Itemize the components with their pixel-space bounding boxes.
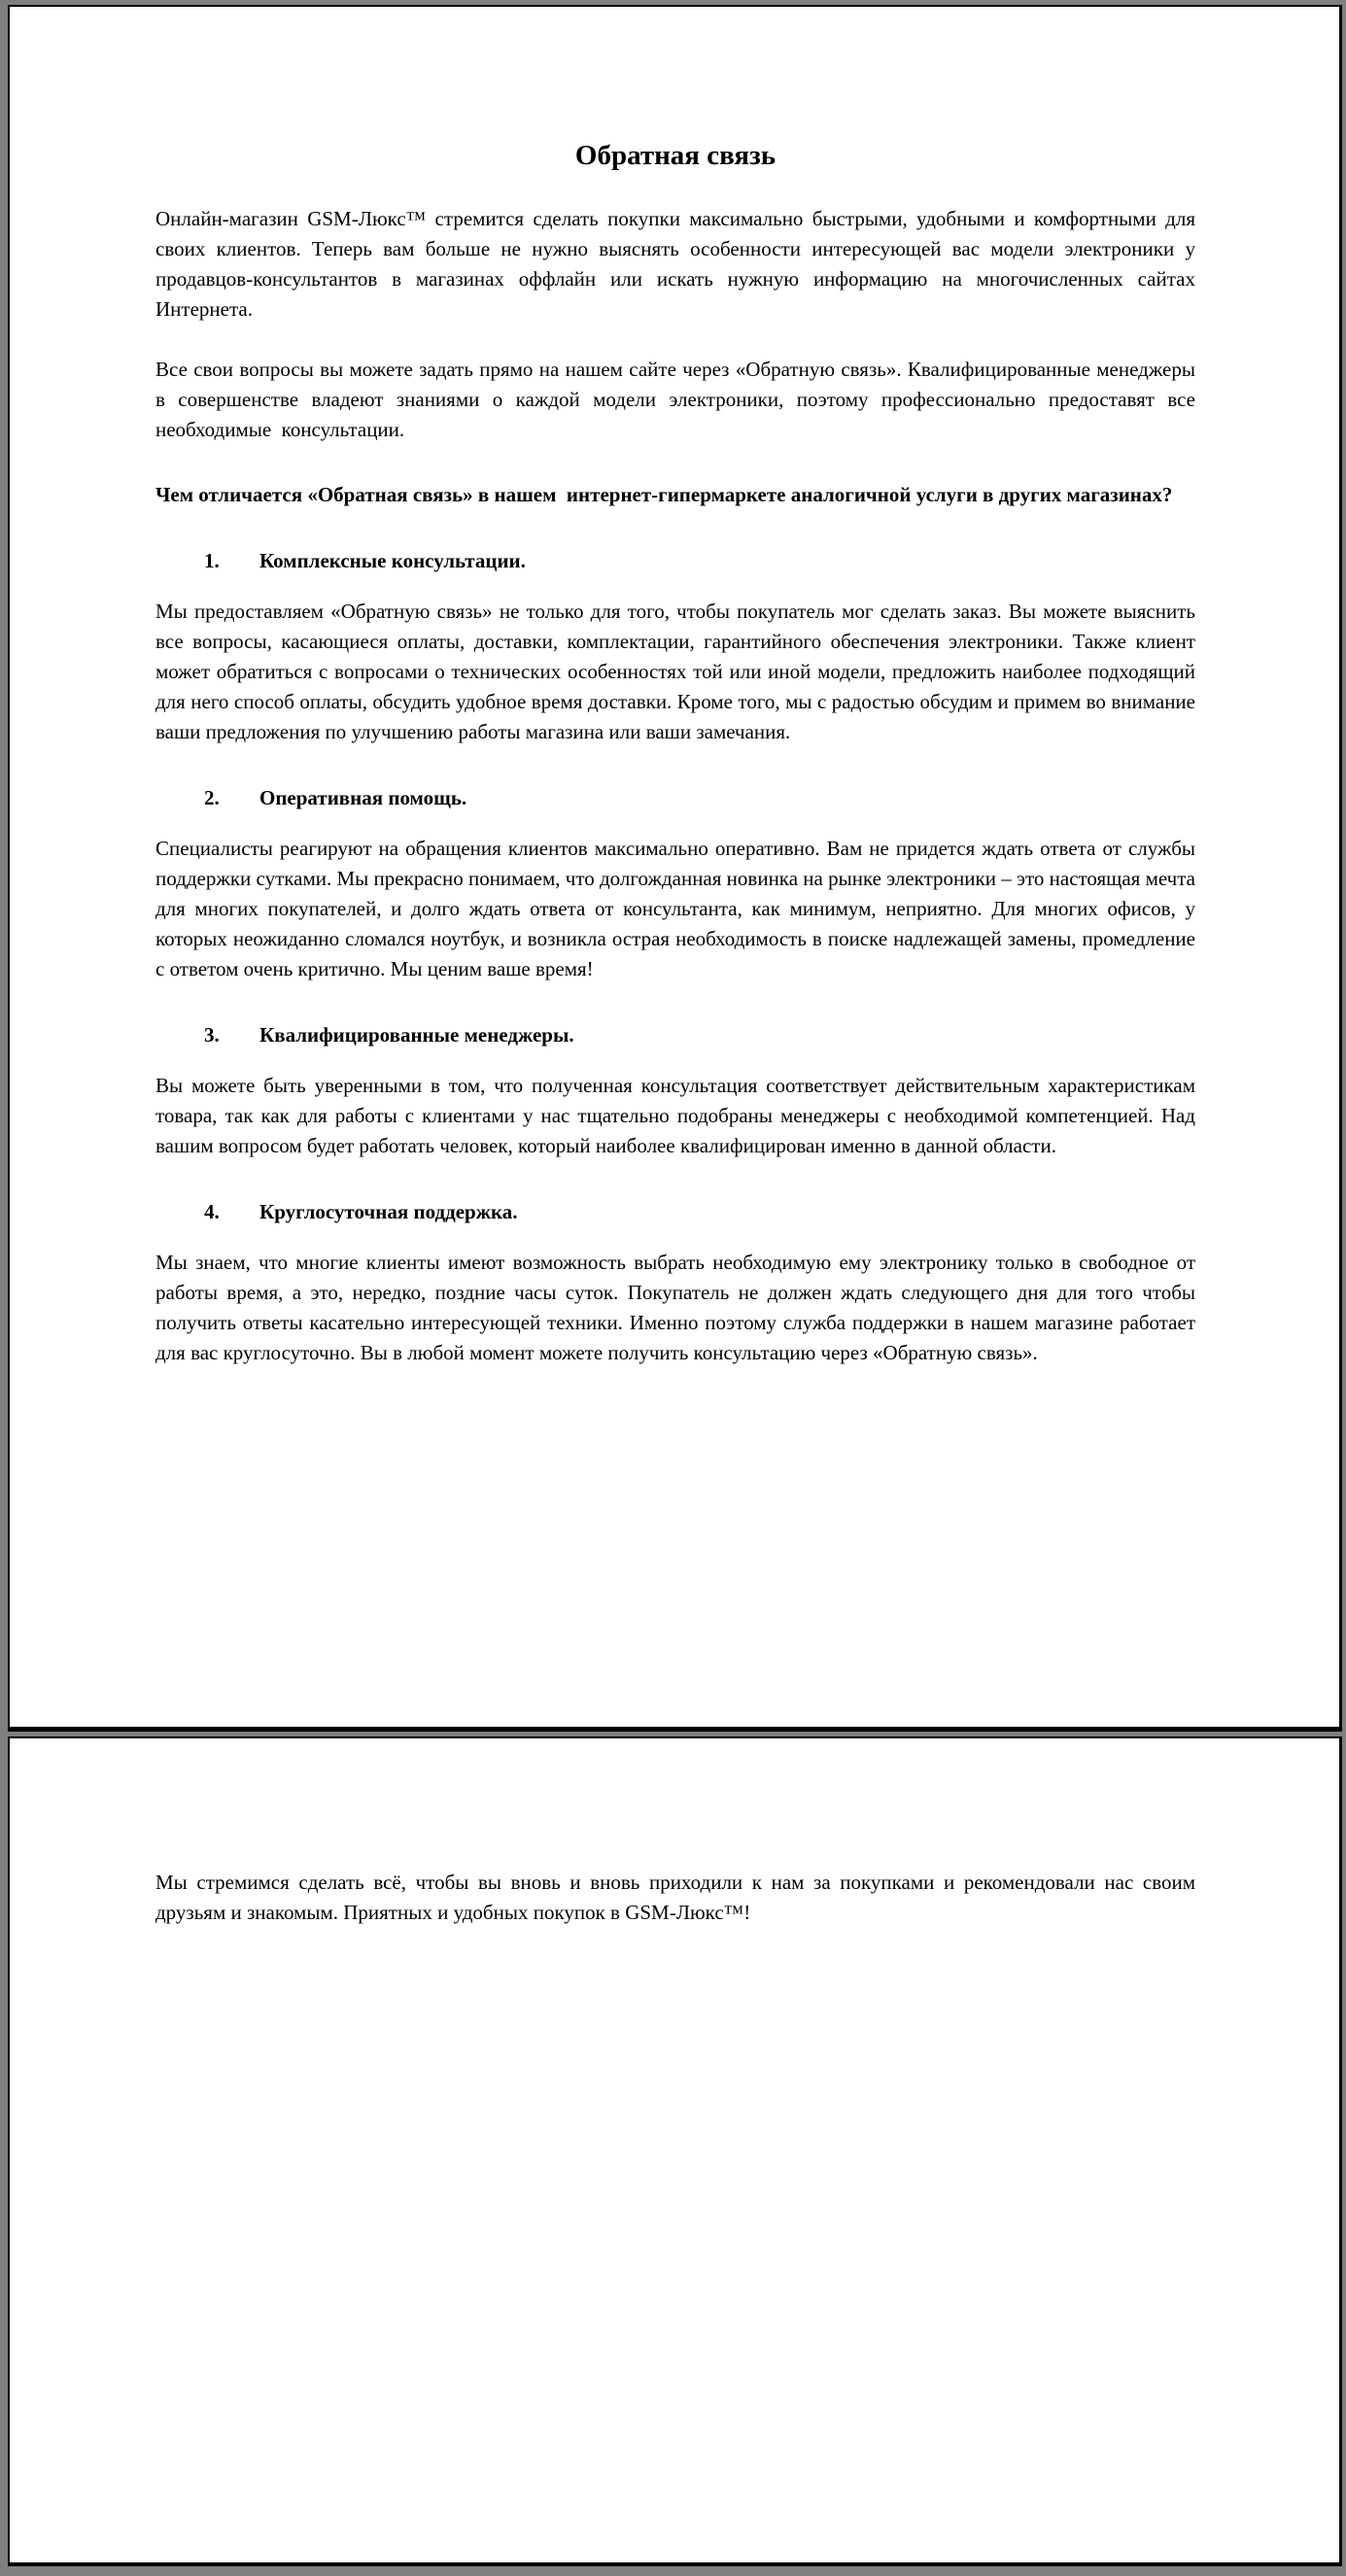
- page-2-content: [10, 1738, 1339, 1928]
- list-item-1-title: Комплексные консультации.: [259, 549, 526, 572]
- list-item-1-number: 1.: [204, 549, 220, 572]
- list-item-1-heading: [155, 546, 1195, 576]
- document-title: Обратная связь: [574, 140, 777, 171]
- closing-paragraph: Мы стремимся сделать всё, чтобы вы вновь и вновь приходили к нам за покупками и рекомендовали нас своим друзьям и знакомым. Приятных и удобных покупок в GSM-Люкс™!: [155, 1871, 1201, 1924]
- list-item-3-body: Вы можете быть уверенными в том, что полученная консультация соответствует действительным характеристикам товара, так как для работы с клиентами у нас тщательно подобраны менеджеры с необходимой компетенцией. Над вашим вопросом будет работать человек, который наиболее квалифицирован именно в данной области.: [155, 1074, 1201, 1157]
- list-item-4-body: Мы знаем, что многие клиенты имеют возможность выбрать необходимую ему электронику только в свободное от работы время, а это, нередко, поздние часы суток. Покупатель не должен ждать следующего дня для того чтобы получить ответы касательно интересующей техники. Именно поэтому служба поддержки в нашем магазине работает для вас круглосуточно. Вы в любой момент можете получить консультацию через «Обратную связь».: [155, 1251, 1201, 1364]
- document-page-2: [8, 1736, 1342, 2566]
- intro-paragraph-2: Все свои вопросы вы можете задать прямо на нашем сайте через «Обратную связь». Квалифицированные менеджеры в совершенстве владеют знаниями о каждой модели электроники, поэтому профессионально предоставят все необходимые консультации.: [155, 358, 1201, 441]
- list-item-2-title: Оперативная помощь.: [259, 786, 467, 809]
- question-heading: Чем отличается «Обратная связь» в нашем интернет-гипермаркете аналогичной услуги в других магазинах?: [155, 483, 1173, 506]
- list-item-3-heading: [155, 1020, 1195, 1050]
- list-item-2-number: 2.: [204, 786, 220, 809]
- list-item-3-title: Квалифицированные менеджеры.: [259, 1023, 574, 1047]
- list-item-1-body: Мы предоставляем «Обратную связь» не только для того, чтобы покупатель мог сделать заказ. Вы можете выяснить все вопросы, касающиеся оплаты, доставки, комплектации, гарантийного обеспечения электроники. Также клиент может обратиться с вопросами о технических особенностях той или иной модели, предложить наиболее подходящий для него способ оплаты, обсудить удобное время доставки. Кроме того, мы с радостью обсудим и примем во внимание ваши предложения по улучшению работы магазина или ваши замечания.: [155, 600, 1201, 743]
- list-item-3-number: 3.: [204, 1023, 220, 1047]
- document-page-1: [8, 5, 1342, 1732]
- intro-paragraph-1: Онлайн-магазин GSM-Люкс™ стремится сделать покупки максимально быстрыми, удобными и комфортными для своих клиентов. Теперь вам больше не нужно выяснять особенности интересующей вас модели электроники у продавцов-консультантов в магазинах оффлайн или искать нужную информацию на многочисленных сайтах Интернета.: [155, 207, 1201, 321]
- list-item-2-heading: [155, 783, 1195, 813]
- list-item-4-number: 4.: [204, 1200, 220, 1223]
- list-item-4-title: Круглосуточная поддержка.: [259, 1200, 518, 1223]
- page-1-content: [10, 7, 1339, 1368]
- list-item-2-body: Специалисты реагируют на обращения клиентов максимально оперативно. Вам не придется ждать ответа от службы поддержки сутками. Мы прекрасно понимаем, что долгожданная новинка на рынке электроники – это настоящая мечта для многих покупателей, и долго ждать ответа от консультанта, как минимум, неприятно. Для многих офисов, у которых неожиданно сломался ноутбук, и возникла острая необходимость в поиске надлежащей замены, промедление с ответом очень критично. Мы ценим ваше время!: [155, 837, 1201, 980]
- list-item-4-heading: [155, 1197, 1195, 1227]
